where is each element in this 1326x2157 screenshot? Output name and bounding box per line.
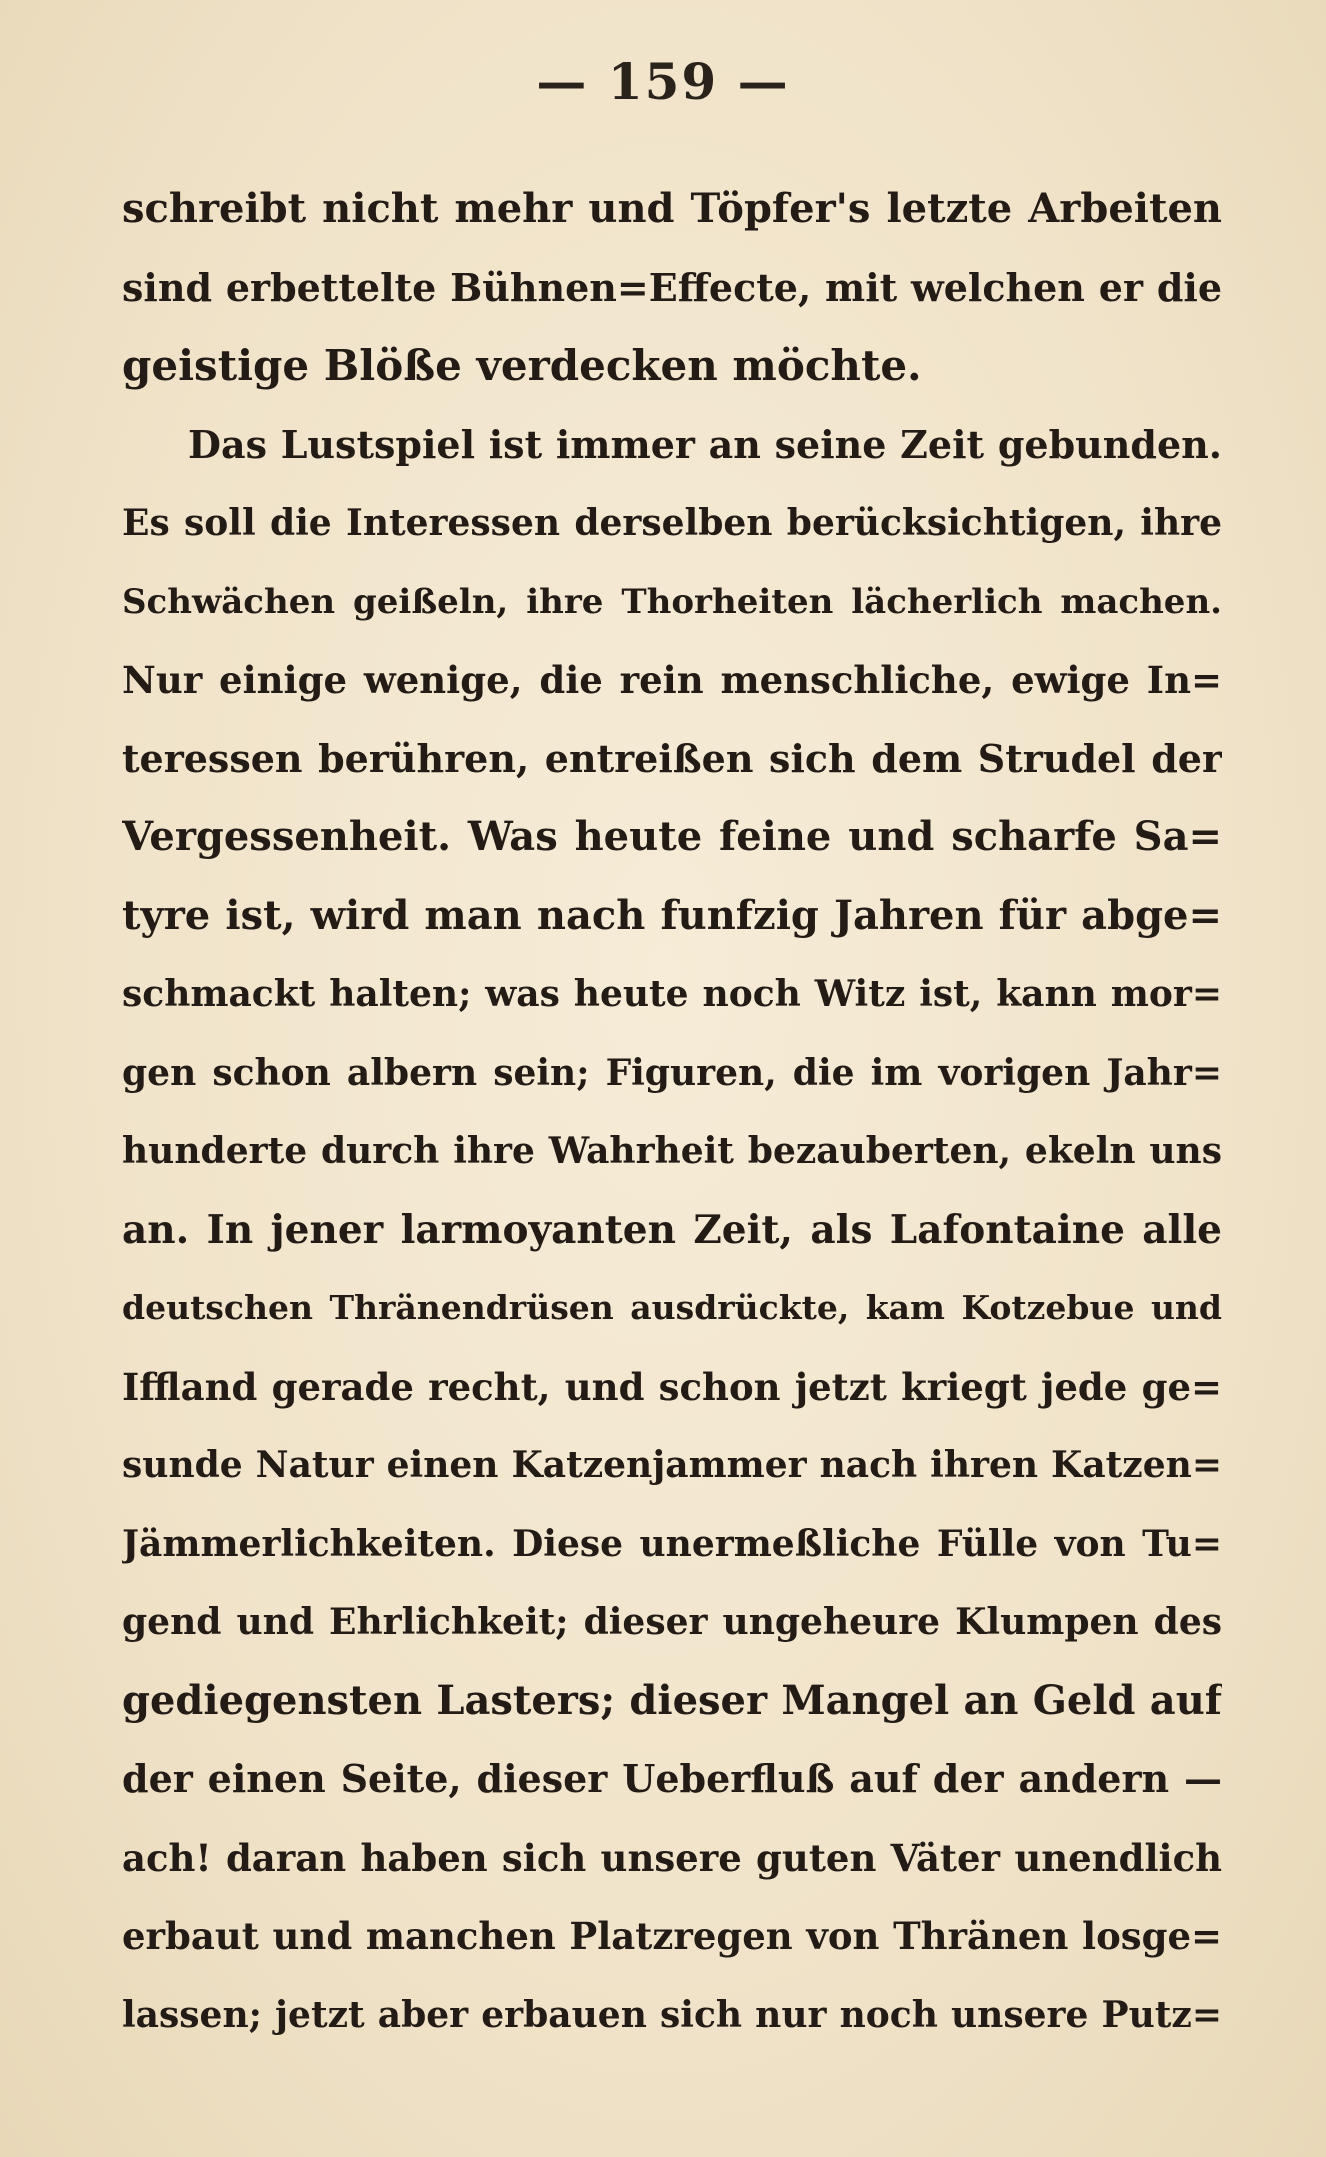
text-line: sunde Natur einen Katzenjammer nach ihren Katzen= [122,1444,1222,1486]
text-line: Jämmerlichkeiten. Diese unermeßliche Fülle von Tu= [122,1522,1222,1565]
text-line: gediegensten Lasters; dieser Mangel an Geld auf [122,1676,1222,1724]
text-line: deutschen Thränendrüsen ausdrückte, kam Kotzebue und [122,1288,1222,1327]
text-line: Nur einige wenige, die rein menschliche, ewige In= [122,658,1222,702]
text-line: sind erbettelte Bühnen=Effecte, mit welchen er die [122,264,1222,310]
text-line: an. In jener larmoyanten Zeit, als Lafontaine alle [122,1206,1222,1253]
page-number: — 159 — [536,52,790,111]
text-line: teressen berühren, entreißen sich dem Strudel der [122,735,1222,781]
body-text [122,170,1222,2054]
text-line: Schwächen geißeln, ihre Thorheiten lächerlich machen. [122,581,1222,622]
text-line: Iffland gerade recht, und schon jetzt kriegt jede ge= [122,1364,1222,1409]
text-line: Das Lustspiel ist immer an seine Zeit gebunden. [188,421,1222,467]
text-line: schmackt halten; was heute noch Witz ist, kann mor= [122,973,1222,1015]
text-line: lassen; jetzt aber erbauen sich nur noch unsere Putz= [122,1993,1222,2036]
text-line: gen schon albern sein; Figuren, die im vorigen Jahr= [122,1051,1222,1094]
text-line: Es soll die Interessen derselben berücksichtigen, ihre [122,502,1222,544]
text-line: gend und Ehrlichkeit; dieser ungeheure Klumpen des [122,1601,1222,1643]
text-line: der einen Seite, dieser Ueberfluß auf der andern — [122,1756,1222,1801]
text-line: erbaut und manchen Platzregen von Thränen losge= [122,1914,1222,1958]
text-line: tyre ist, wird man nach funfzig Jahren für abge= [122,891,1222,939]
text-line: schreibt nicht mehr und Töpfer's letzte Arbeiten [122,185,1222,232]
text-line: hunderte durch ihre Wahrheit bezauberten, ekeln uns [122,1130,1222,1172]
text-line: geistige Blöße verdecken möchte. [122,341,922,390]
text-line: ach! daran haben sich unsere guten Väter unendlich [122,1835,1222,1880]
text-line: Vergessenheit. Was heute feine und scharfe Sa= [122,813,1222,860]
